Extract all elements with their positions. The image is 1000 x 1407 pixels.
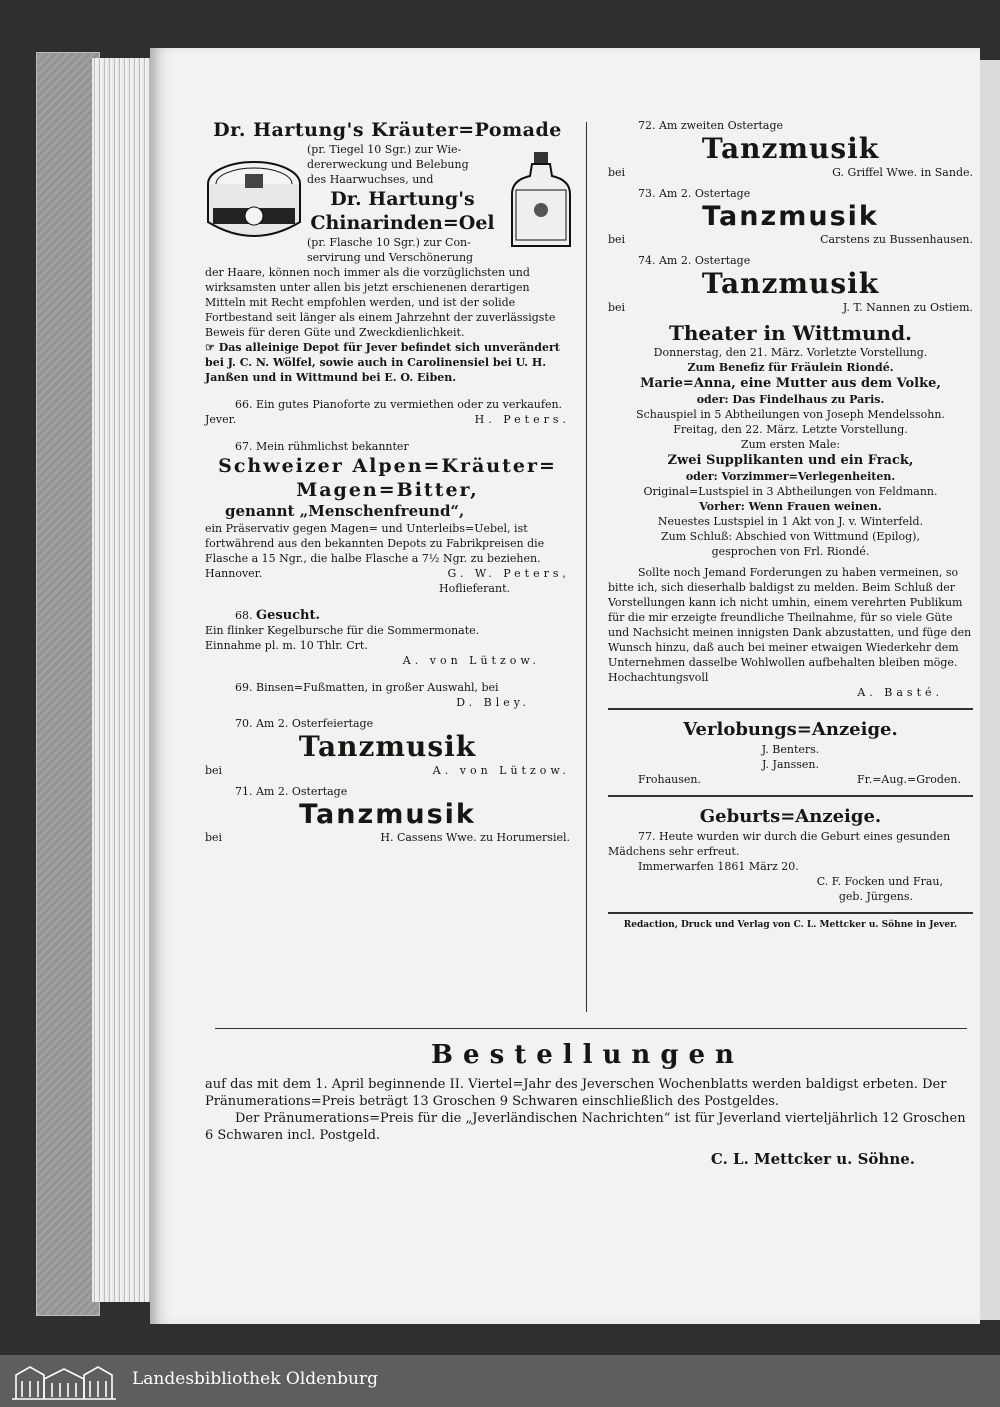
theater-title: Theater in Wittmund.	[668, 321, 913, 345]
ad-68-title: Gesucht.	[256, 608, 321, 623]
ad-73-head: 73. Am 2. Ostertage	[638, 187, 751, 200]
pomade-line: (pr. Flasche 10 Sgr.) zur Con-	[307, 236, 471, 249]
ad-67-named: genannt „Menschenfreund“,	[225, 502, 465, 520]
ad-68-head	[205, 608, 570, 623]
geburt-name1: C. F. Focken und Frau,	[816, 875, 943, 888]
theater-play-title: Zwei Supplikanten und ein Frack,	[667, 453, 914, 468]
theater-line: Donnerstag, den 21. März. Vorletzte Vorstellung.	[653, 346, 928, 359]
ad-72-title: Tanzmusik	[701, 132, 880, 165]
ad-69-name: D. Bley.	[456, 696, 530, 709]
ad-66-name: H. Peters.	[474, 413, 570, 426]
ad-69-text: 69. Binsen=Fußmatten, in großer Auswahl, bei	[235, 681, 499, 694]
ad-74-signature	[608, 300, 973, 315]
theater-line: Original=Lustspiel in 3 Abtheilungen von Feldmann.	[643, 485, 938, 498]
ad-73-signature	[608, 232, 973, 247]
pomade-intro	[307, 142, 498, 265]
ad-74-head: 74. Am 2. Ostertage	[638, 254, 751, 267]
verlobung-place1: Frohausen.	[638, 773, 701, 786]
pomade-title: Dr. Hartung's Kräuter=Pomade	[213, 119, 562, 141]
ad-72-name: G. Griffel Wwe. in Sande.	[832, 166, 973, 179]
ad-72-signature	[608, 165, 973, 180]
imprint: Redaction, Druck und Verlag von C. L. Mettcker u. Söhne in Jever.	[623, 920, 958, 930]
theater-play-title: Marie=Anna, eine Mutter aus dem Volke,	[640, 376, 941, 391]
bestellungen-notice	[205, 1040, 970, 1170]
library-building-logo	[10, 1361, 118, 1401]
ad-73-name: Carstens zu Bussenhausen.	[820, 233, 973, 246]
theater-line: Schauspiel in 5 Abtheilungen von Joseph Mendelssohn.	[636, 408, 945, 421]
ad-66-place: Jever.	[205, 413, 237, 426]
geburt-body: 77. Heute wurden wir durch die Geburt eines gesunden Mädchens sehr erfreut.	[608, 830, 951, 858]
section-rule	[608, 795, 973, 797]
ad-66-signature	[205, 412, 570, 427]
oil-title-a: Dr. Hartung's	[330, 188, 475, 210]
pomade-depot: ☞ Das alleinige Depot für Jever befindet sich unverändert bei J. C. N. Wölfel, sowie auch in Carolinensiel bei U. H. Janßen und in Wittmund bei E. O. Eiben.	[205, 341, 560, 384]
ad-70-name: A. von Lützow.	[432, 764, 570, 777]
geburt-place-date: Immerwarfen 1861 März 20.	[638, 860, 799, 873]
theater-body: Sollte noch Jemand Forderungen zu haben vermeinen, so bitte ich, sich dieserhalb baldigst zu melden. Beim Schluß der Vorstellungen kann ich nicht umhin, einem verehrten Publikum für die mir erzeigte freundliche Theilnahme, für so viele Güte und Nachsicht meinen innigsten Dank abzustatten, und füge den Wunsch hinzu, daß auch bei meiner etwaigen Wiederkehr dem Unternehmen dasselbe Wohlwollen aufbehalten bleiben möge. Hochachtungsvoll	[608, 566, 972, 684]
pomade-line: des Haarwuchses, und	[307, 173, 434, 186]
theater-line: Zum ersten Male:	[740, 438, 841, 451]
ad-71-title: Tanzmusik	[299, 799, 476, 830]
theater-line: Zum Schluß: Abschied von Wittmund (Epilog),	[661, 530, 920, 543]
theater-line: oder: Vorzimmer=Verlegenheiten.	[685, 470, 896, 483]
ad-67-head1: Schweizer Alpen=Kräuter=	[218, 455, 557, 477]
ad-70-bei: bei	[205, 764, 223, 777]
theater-line: gesprochen von Frl. Riondé.	[711, 545, 870, 558]
ad-72-bei: bei	[608, 166, 626, 179]
pomade-line: servirung und Verschönerung	[307, 251, 474, 264]
bestellungen-p1: auf das mit dem 1. April beginnende II. Viertel=Jahr des Jeverschen Wochenblatts werden baldigst erbeten. Der Pränumerations=Preis beträgt 13 Groschen 9 Schwaren einschließlich des Postgeldes.	[205, 1077, 947, 1109]
pomade-line: (pr. Tiegel 10 Sgr.) zur Wie-	[307, 143, 462, 156]
ad-74-name: J. T. Nannen zu Ostiem.	[842, 301, 973, 314]
ad-67-signature	[205, 566, 570, 581]
left-column	[205, 118, 570, 845]
ad-71-head: 71. Am 2. Ostertage	[235, 785, 348, 798]
theater-line: Neuestes Lustspiel in 1 Akt von J. v. Winterfeld.	[657, 515, 924, 528]
verlobung-name2: J. Janssen.	[762, 758, 819, 771]
oil-title-b: Chinarinden=Oel	[310, 212, 495, 234]
ad-70-title: Tanzmusik	[298, 730, 477, 763]
bestellungen-top-rule	[215, 1028, 967, 1029]
ad-73-title: Tanzmusik	[702, 201, 879, 232]
ad-74-bei: bei	[608, 301, 626, 314]
ad-67-intro: 67. Mein rühmlichst bekannter	[235, 440, 409, 453]
ad-68-num: 68.	[235, 609, 253, 622]
verlobung-places	[608, 772, 973, 787]
bestellungen-title: Bestellungen	[431, 1040, 744, 1070]
verlobung-name1: J. Benters.	[761, 743, 820, 756]
pomade-body: der Haare, können noch immer als die vorzüglichsten und wirksamsten unter allen bis jetzt erschienenen derartigen Mitteln mit Recht empfohlen werden, und ist der solide Fortbestand seit länger als einem Jahrzehnt der zuverlässigste Beweis für deren Güte und Zweckdienlichkeit.	[205, 266, 556, 339]
ad-68-line1: Ein flinker Kegelbursche für die Sommermonate.	[205, 624, 480, 637]
ad-66-text: 66. Ein gutes Pianoforte zu vermiethen oder zu verkaufen.	[235, 398, 563, 411]
library-name: Landesbibliothek Oldenburg	[132, 1369, 379, 1389]
bestellungen-sign: C. L. Mettcker u. Söhne.	[710, 1150, 915, 1168]
library-footer-bar	[0, 1355, 1000, 1407]
ad-71-signature	[205, 830, 570, 845]
ad-71-name: H. Cassens Wwe. zu Horumersiel.	[380, 831, 570, 844]
ad-68-line2: Einnahme pl. m. 10 Thlr. Crt.	[205, 639, 368, 652]
ad-67-name: G. W. Peters,	[447, 567, 570, 580]
theater-line: Freitag, den 22. März. Letzte Vorstellung.	[673, 423, 908, 436]
ad-67-title: Hoflieferant.	[439, 582, 510, 595]
verlobung-title: Verlobungs=Anzeige.	[683, 719, 898, 740]
geburt-name2: geb. Jürgens.	[838, 890, 913, 903]
theater-line: Zum Benefiz für Fräulein Riondé.	[687, 361, 894, 374]
ad-72-head: 72. Am zweiten Ostertage	[638, 119, 783, 132]
pomade-line: dererweckung und Belebung	[307, 158, 469, 171]
ad-67-body: ein Präservativ gegen Magen= und Unterleibs=Uebel, ist fortwährend aus den bekannten Depots zu Fabrikpreisen die Flasche a 15 Ngr., die halbe Flasche a 7½ Ngr. zu beziehen.	[205, 522, 545, 565]
geburt-title: Geburts=Anzeige.	[699, 806, 882, 827]
book-cover-board	[36, 52, 100, 1316]
theater-signature: A. Basté.	[857, 686, 943, 699]
ad-70-signature	[205, 763, 570, 778]
theater-line: oder: Das Findelhaus zu Paris.	[696, 393, 885, 406]
ad-67-place: Hannover.	[205, 567, 263, 580]
ad-74-title: Tanzmusik	[701, 267, 880, 300]
theater-line: Vorher: Wenn Frauen weinen.	[699, 500, 882, 513]
section-rule	[608, 708, 973, 710]
ad-70-head: 70. Am 2. Osterfeiertage	[235, 717, 374, 730]
ad-73-bei: bei	[608, 233, 626, 246]
column-divider	[586, 122, 587, 1012]
ad-68-name: A. von Lützow.	[402, 654, 540, 667]
ad-67-head2: Magen=Bitter,	[296, 479, 479, 501]
right-column	[608, 118, 973, 933]
section-rule	[608, 912, 973, 914]
bestellungen-p2: Der Pränumerations=Preis für die „Jeverländischen Nachrichten“ ist für Jeverland vierteljährlich 12 Groschen 6 Schwaren incl. Postgeld.	[205, 1111, 966, 1143]
verlobung-place2: Fr.=Aug.=Groden.	[857, 773, 961, 786]
ad-71-bei: bei	[205, 831, 223, 844]
